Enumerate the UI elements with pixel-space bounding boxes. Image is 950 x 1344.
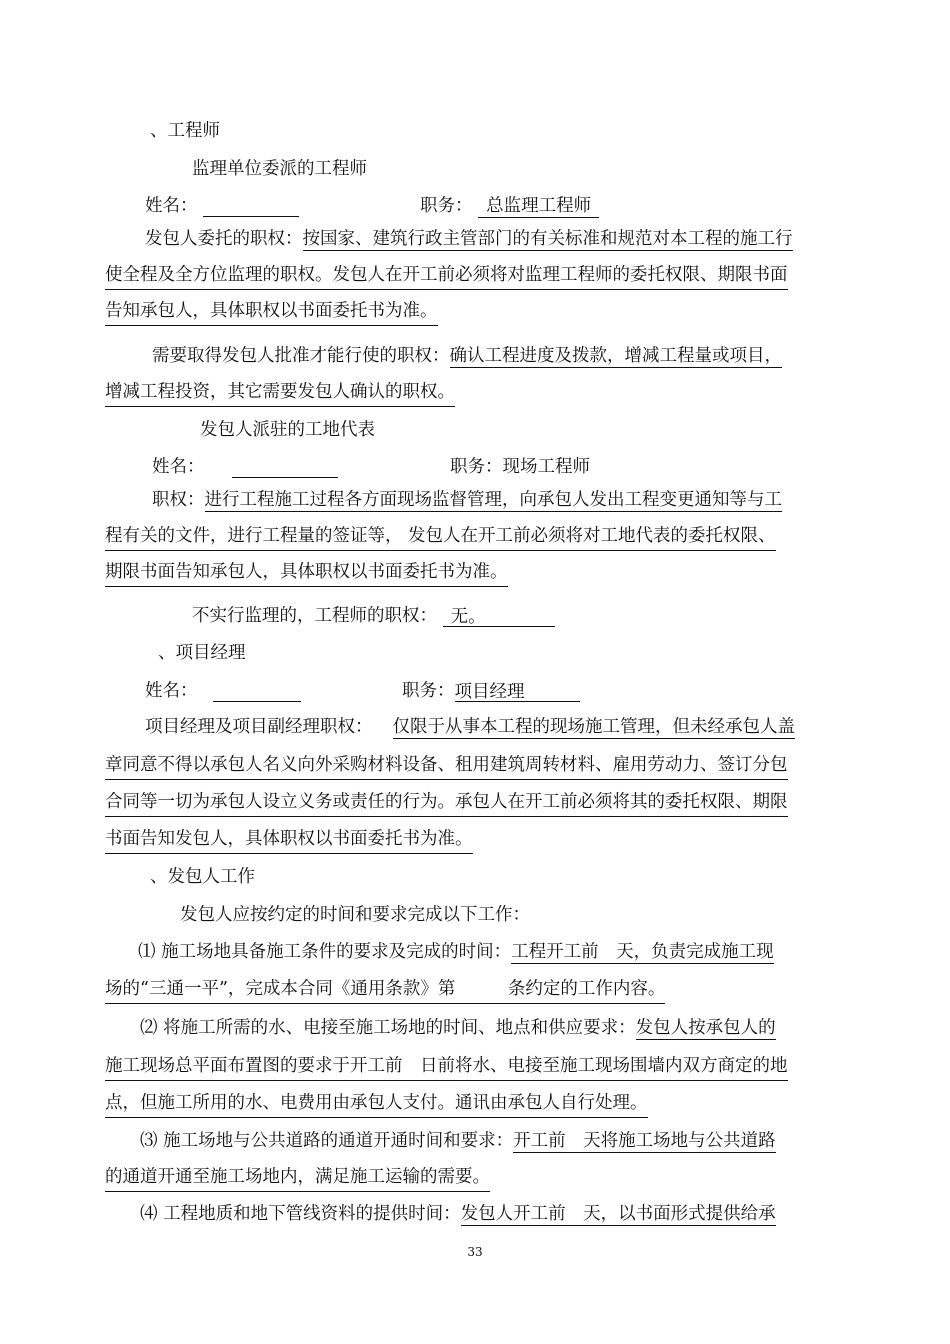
approval-text: 确认工程进度及拨款，增减工程量或项目， — [449, 346, 782, 366]
supervisor-title: 监理单位委派的工程师 — [192, 159, 367, 179]
item-4-num: ⑷ — [140, 1204, 158, 1224]
pm-position-value: 项目经理 — [455, 681, 580, 702]
position-label: 职务： — [420, 196, 473, 216]
item-2-num: ⑵ — [140, 1018, 158, 1038]
pm-authority-line-1 — [145, 716, 795, 740]
engineer-authority-line-3: 告知承包人，具体职权以书面委托书为准。 — [105, 300, 438, 326]
rep-name-label: 姓名： — [152, 457, 205, 477]
position-value: 总监理工程师 — [478, 196, 599, 218]
pm-authority-line-2: 章同意不得以承包人名义向外采购材料设备、租用建筑周转材料、雇用劳动力、签订分包 — [105, 754, 788, 780]
item-4-value: 发包人开工前 天，以书面形式提供给承 — [460, 1204, 776, 1224]
pm-heading: 、项目经理 — [158, 643, 246, 663]
pm-authority-line-3: 合同等一切为承包人设立义务或责任的行为。承包人在开工前必须将其的委托权限、期限 — [105, 791, 788, 817]
item-1-label: 施工场地具备施工条件的要求及完成的时间： — [161, 942, 512, 962]
rep-authority-text: 进行工程施工过程各方面现场监督管理，向承包人发出工程变更通知等与工 — [204, 490, 782, 510]
item-4-line-1 — [140, 1203, 776, 1227]
pm-name-row — [145, 680, 301, 704]
engineer-authority-line-1 — [145, 228, 793, 252]
item-3-num: ⑶ — [140, 1131, 158, 1151]
item-2-label: 将施工所需的水、电接至施工场地的时间、地点和供应要求： — [163, 1018, 636, 1038]
item-3-label: 施工场地与公共道路的通道开通时间和要求： — [163, 1131, 514, 1151]
employer-heading: 、发包人工作 — [150, 867, 255, 887]
pm-name-label: 姓名： — [145, 681, 198, 701]
authority-text: 按国家、建筑行政主管部门的有关标准和规范对本工程的施工行 — [302, 229, 793, 249]
engineer-authority-line-2: 使全程及全方位监理的职权。发包人在开工前必须将对监理工程师的委托权限、期限书面 — [105, 264, 788, 290]
item-3-line-2: 的通道开通至施工场地内，满足施工运输的需要。 — [105, 1166, 490, 1192]
rep-position-row — [450, 456, 590, 480]
rep-position-label: 职务： — [450, 457, 503, 477]
no-supervision-row — [192, 605, 555, 629]
no-supervision-label: 不实行监理的，工程师的职权： — [192, 606, 437, 626]
pm-name-blank — [213, 681, 301, 702]
item-3-value: 开工前 天将施工场地与公共道路 — [513, 1131, 776, 1151]
pm-authority-label: 项目经理及项目副经理职权： — [145, 717, 373, 737]
authority-label: 发包人委托的职权： — [145, 229, 303, 249]
rep-name-row — [152, 456, 338, 480]
engineer-position-row — [420, 195, 599, 219]
item-2-line-2: 施工现场总平面布置图的要求于开工前 日前将水、电接至施工现场围墙内双方商定的地 — [105, 1055, 788, 1081]
item-3-line-1 — [140, 1130, 776, 1154]
rep-authority-label: 职权： — [152, 490, 205, 510]
approval-line-1 — [152, 345, 782, 369]
rep-authority-line-2: 程有关的文件，进行工程量的签证等， 发包人在开工前必须将对工地代表的委托权限、 — [105, 525, 776, 551]
item-2-value: 发包人按承包人的 — [635, 1018, 776, 1038]
item-1-value: 工程开工前 天，负责完成施工现 — [511, 942, 774, 962]
approval-label: 需要取得发包人批准才能行使的职权： — [152, 346, 450, 366]
name-label: 姓名： — [145, 196, 198, 216]
approval-line-2: 增减工程投资，其它需要发包人确认的职权。 — [105, 381, 455, 407]
item-1-line-2: 场的“三通一平”，完成本合同《通用条款》第 条约定的工作内容。 — [105, 978, 665, 1004]
rep-authority-line-1 — [152, 489, 782, 513]
item-1-num: ⑴ — [138, 942, 156, 962]
no-supervision-value: 无。 — [443, 606, 555, 627]
pm-position-row — [402, 680, 580, 704]
engineer-name-row — [145, 195, 299, 219]
item-1-line-1 — [138, 941, 774, 965]
page-number: 33 — [467, 1245, 483, 1259]
name-blank — [203, 196, 299, 217]
rep-position-value: 现场工程师 — [502, 457, 590, 477]
item-2-line-1 — [140, 1017, 776, 1041]
item-2-line-3: 点，但施工所用的水、电费用由承包人支付。通讯由承包人自行处理。 — [105, 1092, 648, 1118]
rep-authority-line-3: 期限书面告知承包人，具体职权以书面委托书为准。 — [105, 561, 508, 587]
pm-position-label: 职务： — [402, 681, 455, 701]
rep-title: 发包人派驻的工地代表 — [200, 420, 375, 440]
rep-name-blank — [232, 457, 338, 478]
pm-authority-line-4: 书面告知发包人，具体职权以书面委托书为准。 — [105, 828, 473, 854]
pm-authority-text: 仅限于从事本工程的现场施工管理，但未经承包人盖 — [392, 717, 795, 737]
engineer-heading: 、工程师 — [150, 121, 220, 141]
item-4-label: 工程地质和地下管线资料的提供时间： — [163, 1204, 461, 1224]
employer-intro: 发包人应按约定的时间和要求完成以下工作： — [180, 905, 530, 925]
